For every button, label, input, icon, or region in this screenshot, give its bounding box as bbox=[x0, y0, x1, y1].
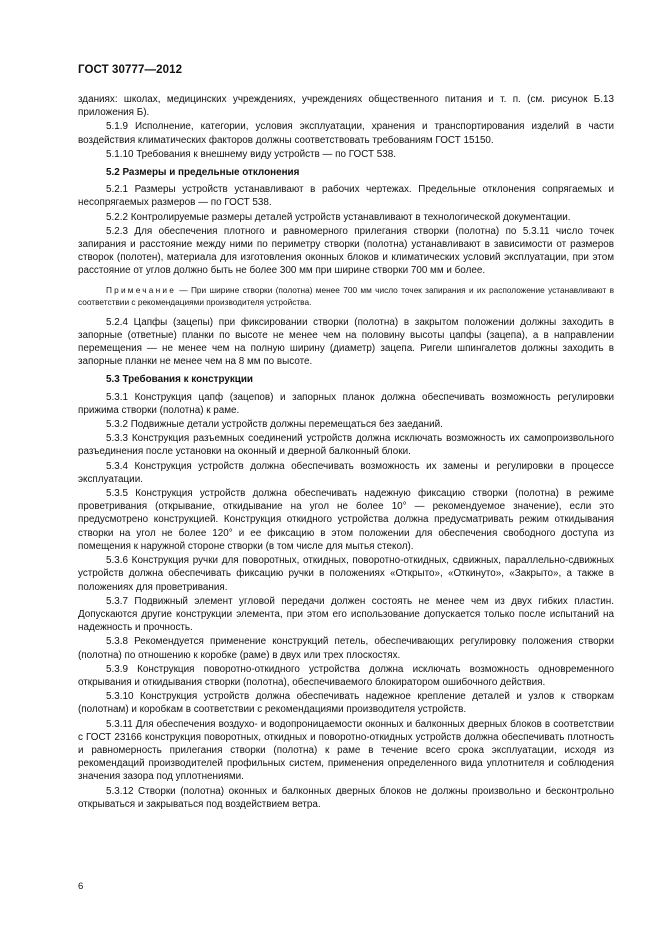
document-header: ГОСТ 30777—2012 bbox=[78, 64, 183, 76]
note bbox=[78, 284, 614, 308]
paragraph-5-2-2: 5.2.2 Контролируемые размеры деталей устройств устанавливают в технологической документации. bbox=[106, 211, 571, 223]
paragraph-5-3-5: 5.3.5 Конструкция устройств должна обеспечивать надежную фиксацию створки (полотна) в режиме проветривания (открывание, откидывание на угол не более 10° — рекомендуемое значение), если это предусмотрено конструкцией. Конструкция откидного устройства должна предусматривать режим откидывания створки на угол не более 120° и ее фиксацию в этом положении для обеспечения свободного доступа из помещения к наружной стороне створки (в том числе для мытья стекол). bbox=[78, 488, 614, 552]
paragraph-5-3-10: 5.3.10 Конструкция устройств должна обеспечивать надежное крепление деталей и узлов к створкам (полотнам) и коробкам в соответствии с рекомендациями производителя устройств. bbox=[78, 691, 614, 716]
paragraph-5-3-4: 5.3.4 Конструкция устройств должна обеспечивать возможность их замены и регулировки в процессе эксплуатации. bbox=[78, 460, 614, 485]
note-label: Примечание bbox=[106, 284, 177, 295]
note-text: — При ширине створки (полотна) менее 700 мм число точек запирания и их расположение устанавливают в соответствии с рекомендациями производителя устройства. bbox=[78, 284, 614, 307]
paragraph-5-2-3: 5.2.3 Для обеспечения плотного и равномерного прилегания створки (полотна) по 5.3.11 число точек запирания и расстояние между ними по периметру створки (полотна) устанавливают в зависимости от размеров створок (полотен), материала для изготовления оконных блоков и климатических условий эксплуатации, при этом расстояние от углов должно быть не более 300 мм при ширине створки 700 мм и более. bbox=[78, 225, 614, 277]
paragraph-5-2-4: 5.2.4 Цапфы (зацепы) при фиксировании створки (полотна) в закрытом положении должны заходить в запорные (ответные) планки по высоте не менее чем на половину высоты цапфы (зацепа), а в направлении перемещения — не менее чем на полную ширину (диаметр) зацепа. Ригели шпингалетов должны заходить в запорные планки не менее чем на 8 мм по высоте. bbox=[78, 316, 614, 368]
paragraph-5-3-3: 5.3.3 Конструкция разъемных соединений устройств должна исключать возможность их самопроизвольного разъединения после установки на оконный и дверной балконный блоки. bbox=[78, 433, 614, 458]
paragraph-continuation: зданиях: школах, медицинских учреждениях, учреждениях общественного питания и т. п. (см. рисунок Б.13 приложения Б). bbox=[78, 94, 614, 119]
section-heading-5-2: 5.2 Размеры и предельные отклонения bbox=[106, 167, 300, 179]
paragraph-5-3-6: 5.3.6 Конструкция ручки для поворотных, откидных, поворотно-откидных, сдвижных, параллельно-сдвижных устройств должна обеспечивать фиксацию ручки в положениях «Открыто», «Откинуто», «Закрыто», а также в положениях для проветривания. bbox=[78, 555, 614, 593]
paragraph-5-2-1: 5.2.1 Размеры устройств устанавливают в рабочих чертежах. Предельные отклонения сопрягаемых и несопрягаемых размеров — по ГОСТ 538. bbox=[78, 184, 614, 209]
paragraph-5-3-2: 5.3.2 Подвижные детали устройств должны перемещаться без заеданий. bbox=[106, 419, 443, 431]
paragraph-5-1-10: 5.1.10 Требования к внешнему виду устройств — по ГОСТ 538. bbox=[106, 148, 397, 160]
paragraph-5-3-8: 5.3.8 Рекомендуется применение конструкций петель, обеспечивающих регулировку положения створки (полотна) по отношению к коробке (раме) в двух или трех плоскостях. bbox=[78, 636, 614, 661]
paragraph-5-1-9: 5.1.9 Исполнение, категории, условия эксплуатации, хранения и транспортирования изделий в части воздействия климатических факторов должны соответствовать требованиям ГОСТ 15150. bbox=[78, 121, 614, 146]
section-heading-5-3: 5.3 Требования к конструкции bbox=[106, 374, 253, 386]
paragraph-5-3-1: 5.3.1 Конструкция цапф (зацепов) и запорных планок должна обеспечивать возможность регулировки прижима створки (полотна) к раме. bbox=[78, 391, 614, 416]
paragraph-5-3-7: 5.3.7 Подвижный элемент угловой передачи должен состоять не менее чем из двух гибких пластин. Допускаются другие конструкции элемента, при этом его использование допускается только после испытаний на надежность и прочность. bbox=[78, 595, 614, 634]
page-number: 6 bbox=[78, 881, 84, 892]
paragraph-5-3-11: 5.3.11 Для обеспечения воздухо- и водопроницаемости оконных и балконных дверных блоков в соответствии с ГОСТ 23166 конструкция поворотных, откидных и поворотно-откидных устройств должна обеспечивать плотность и равномерность прилегания створки (полотна) к раме в течение всего срока эксплуатации, исходя из рекомендаций производителей профильных систем, применения определенного вида уплотнителя и соблюдения значения зазора под уплотнениями. bbox=[78, 718, 614, 783]
paragraph-5-3-9: 5.3.9 Конструкция поворотно-откидного устройства должна исключать возможность одновременного открывания и откидывания створки (полотна), обеспечиваемого блокиратором ошибочного действия. bbox=[78, 663, 614, 688]
paragraph-5-3-12: 5.3.12 Створки (полотна) оконных и балконных дверных блоков не должны произвольно и бесконтрольно открываться и закрываться под воздействием ветра. bbox=[78, 785, 614, 810]
document-page bbox=[78, 64, 614, 812]
